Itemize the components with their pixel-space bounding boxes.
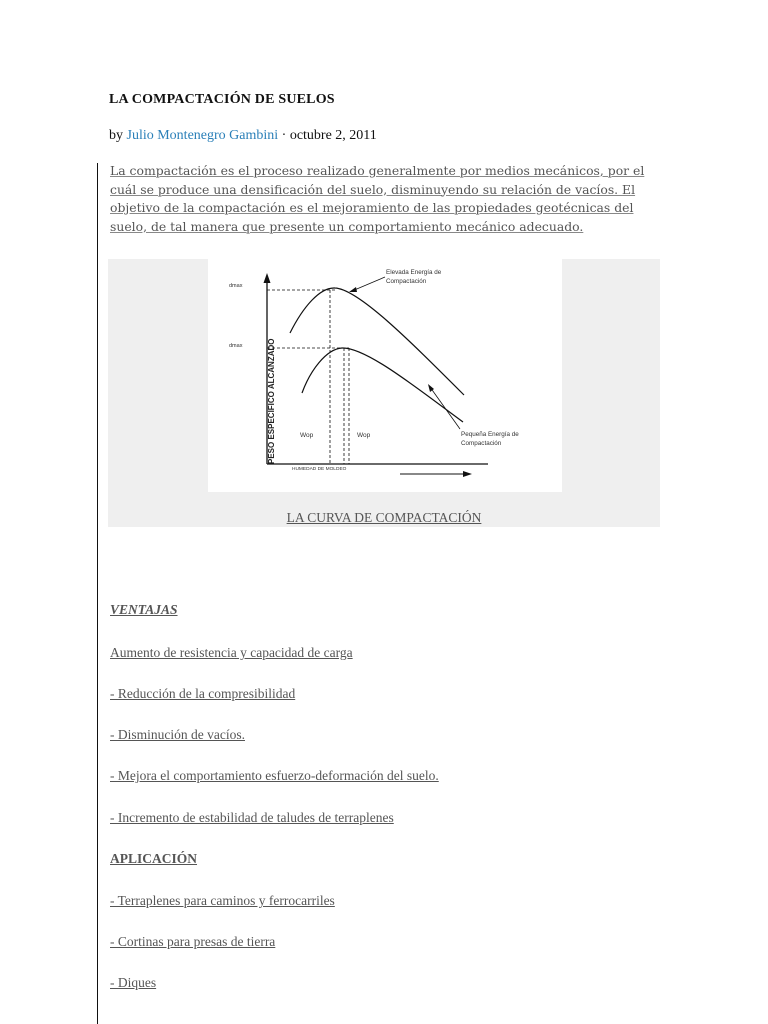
dmax-lower-label: dmax (229, 343, 243, 349)
y-axis-label: PESO ESPECIFICO ALCANZADO (267, 338, 276, 464)
author-link[interactable]: Julio Montenegro Gambini (126, 128, 279, 143)
high-energy-label-line2: Compactación (386, 278, 427, 285)
high-energy-pointer (352, 277, 385, 291)
ventajas-item[interactable]: - Mejora el comportamiento esfuerzo-deformación del suelo. (110, 768, 439, 783)
ventajas-heading[interactable]: VENTAJAS (110, 602, 178, 617)
aplicacion-item[interactable]: - Diques (110, 975, 157, 990)
ventajas-item[interactable]: - Disminución de vacíos. (110, 727, 245, 742)
low-energy-label-line2: Compactación (461, 440, 502, 447)
ventajas-item[interactable]: Aumento de resistencia y capacidad de carga (110, 645, 353, 660)
high-energy-pointer-head (349, 287, 357, 292)
left-border-line (97, 163, 98, 1024)
aplicacion-item[interactable]: - Cortinas para presas de tierra (110, 934, 276, 949)
figure-caption[interactable]: LA CURVA DE COMPACTACIÓN (286, 510, 482, 525)
high-energy-curve (290, 288, 464, 395)
aplicacion-heading[interactable]: APLICACIÓN (110, 851, 198, 866)
compaction-curve-figure[interactable] (208, 259, 562, 492)
low-energy-pointer (430, 387, 460, 429)
by-prefix: by (109, 128, 127, 143)
dmax-upper-label: dmax (229, 283, 243, 289)
low-energy-curve (302, 348, 463, 422)
ventajas-item[interactable]: - Reducción de la compresibilidad (110, 686, 296, 701)
post-date: octubre 2, 2011 (289, 128, 377, 143)
ventajas-item[interactable]: - Incremento de estabilidad de taludes de terraplenes (110, 810, 394, 825)
date-separator: · (278, 128, 290, 143)
low-energy-label-line1: Pequeña Energía de (461, 431, 519, 438)
wop-left-label: Wop (300, 432, 314, 439)
y-axis-arrow (264, 273, 271, 283)
high-energy-label-line1: Elevada Energía de (386, 269, 442, 276)
intro-paragraph[interactable]: La compactación es el proceso realizado generalmente por medios mecánicos, por el cuál se produce una densificación del suelo, disminuyendo su relación de vacíos. El objetivo de la compactación es el mejoramiento de las propiedades geotécnicas del suelo, de tal manera que presente un comportamiento mecánico adecuado. (110, 163, 645, 234)
compaction-curve-diagram (208, 259, 562, 492)
byline (109, 128, 377, 144)
article-title: LA COMPACTACIÓN DE SUELOS (109, 92, 335, 107)
x-axis-label: HUMEDAD DE MOLDEO (292, 467, 347, 472)
aplicacion-item[interactable]: - Terraplenes para caminos y ferrocarriles (110, 893, 335, 908)
wop-right-label: Wop (357, 432, 371, 439)
x-direction-arrow-head (463, 471, 472, 477)
